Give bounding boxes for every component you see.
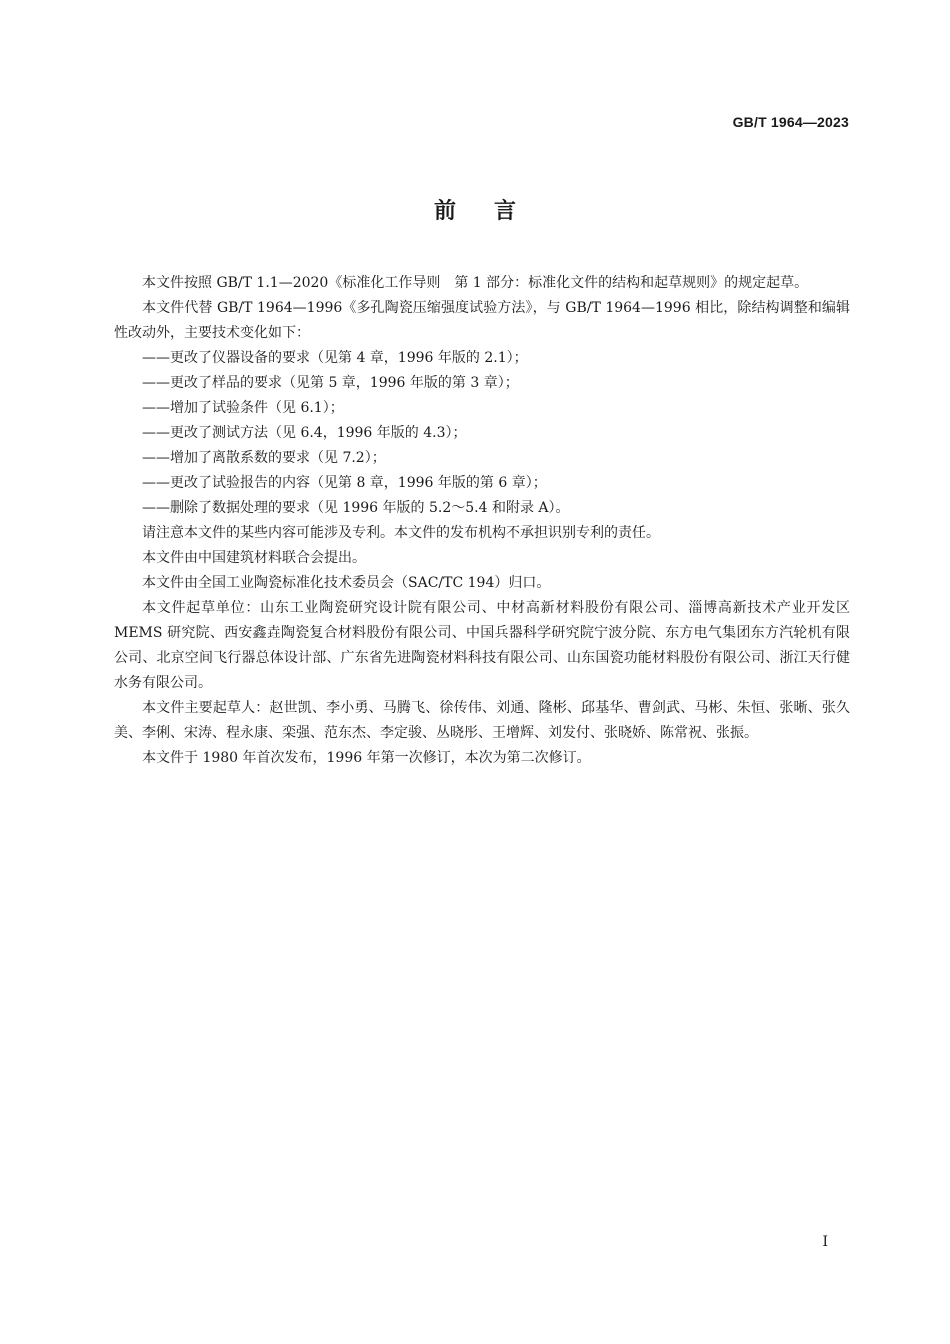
list-item: ——更改了测试方法（见 6.4，1996 年版的 4.3）； [142, 425, 467, 441]
paragraph-proposer: 本文件由中国建筑材料联合会提出。 [142, 550, 366, 566]
paragraph-committee: 本文件由全国工业陶瓷标准化技术委员会（SAC/TC 194）归口。 [142, 575, 551, 591]
paragraph-history: 本文件于 1980 年首次发布，1996 年第一次修订，本次为第二次修订。 [142, 750, 591, 766]
page-title: 前言 [433, 199, 554, 224]
technical-changes-list [114, 346, 850, 521]
document-body [114, 271, 850, 771]
paragraph-drafting-rules: 本文件按照 GB/T 1.1—2020《标准化工作导则 第 1 部分：标准化文件的结构和起草规则》的规定起草。 [142, 275, 809, 291]
list-item: ——更改了试验报告的内容（见第 8 章，1996 年版的第 6 章）； [142, 475, 547, 491]
paragraph-drafters: 本文件主要起草人：赵世凯、李小勇、马腾飞、徐传伟、刘通、隆彬、邱基华、曹剑武、马彬、朱恒、张晰、张久美、李俐、宋涛、程永康、栾强、范东杰、李定骏、丛晓彤、王增辉、刘发付、张晓娇、陈常祝、张振。 [114, 700, 850, 741]
paragraph-replacement: 本文件代替 GB/T 1964—1996《多孔陶瓷压缩强度试验方法》，与 GB/T 1964—1996 相比，除结构调整和编辑性改动外，主要技术变化如下： [114, 300, 850, 341]
list-item: ——删除了数据处理的要求（见 1996 年版的 5.2～5.4 和附录 A）。 [142, 500, 570, 516]
standard-number: GB/T 1964—2023 [732, 114, 849, 130]
list-item: ——更改了仪器设备的要求（见第 4 章，1996 年版的 2.1）； [142, 350, 528, 366]
paragraph-patent-notice: 请注意本文件的某些内容可能涉及专利。本文件的发布机构不承担识别专利的责任。 [142, 525, 660, 541]
page-number: I [822, 1234, 828, 1250]
list-item: ——增加了离散系数的要求（见 7.2）； [142, 450, 386, 466]
list-item: ——更改了样品的要求（见第 5 章，1996 年版的第 3 章）； [142, 375, 519, 391]
list-item: ——增加了试验条件（见 6.1）； [142, 400, 344, 416]
paragraph-drafting-units: 本文件起草单位：山东工业陶瓷研究设计院有限公司、中材高新材料股份有限公司、淄博高新技术产业开发区 MEMS 研究院、西安鑫垚陶瓷复合材料股份有限公司、中国兵器科学研究院宁波分院、东方电气集团东方汽轮机有限公司、北京空间飞行器总体设计部、广东省先进陶瓷材料科技有限公司、山东国瓷功能材料股份有限公司、浙江天行健水务有限公司。 [114, 600, 850, 691]
